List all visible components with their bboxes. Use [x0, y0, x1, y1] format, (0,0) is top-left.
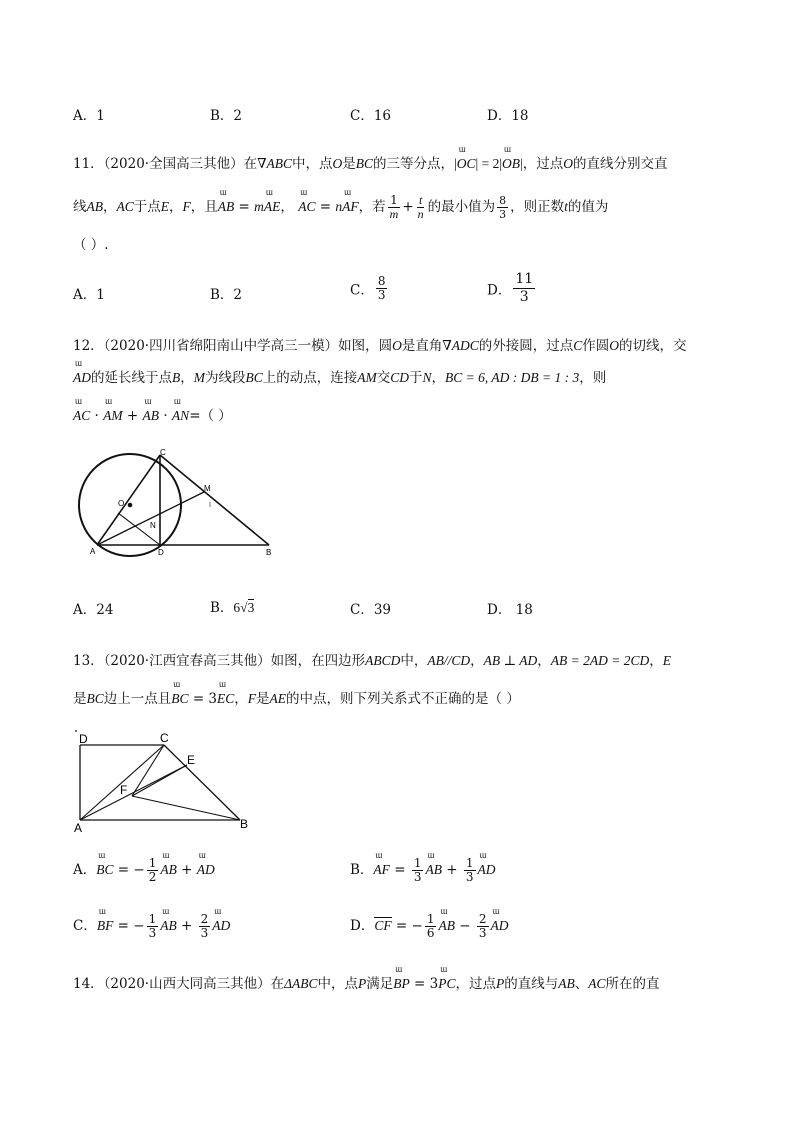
math: t [564, 199, 568, 214]
text: 的中点，则下列关系式不正确的是（ ） [286, 691, 520, 707]
math-expr: ɯ BF = − $\frac{1}{3}$ ɯ AB + $\frac{2}{3}$ ɯ AD [97, 918, 230, 934]
option-label: D． [350, 918, 375, 934]
math: AB = 2AD = 2CD [550, 653, 650, 668]
math: P [496, 976, 505, 991]
text: 交 [376, 370, 391, 386]
q13-line2 [73, 687, 520, 707]
q11-option-d[interactable] [487, 271, 537, 306]
math: BC [355, 156, 374, 171]
math-expr: ɯ AF = $\frac{1}{3}$ ɯ AB + $\frac{1}{3}$ ɯ AD [373, 862, 495, 878]
text: 是 [73, 691, 87, 707]
fraction: $\frac{1}{m}$ [389, 193, 399, 221]
option-label: B． [350, 862, 374, 878]
math: BC [86, 691, 104, 706]
text: 中， [400, 653, 428, 669]
math: AC [588, 976, 606, 991]
math: CD [390, 370, 410, 385]
text: 在 [270, 976, 285, 992]
math: ∇ADC [442, 338, 479, 353]
question-number: 12． [73, 338, 104, 354]
math: E [662, 653, 672, 668]
label-a: A [90, 547, 96, 556]
q11-line2: 线AB，AC于点E，F，且ɯ AB = mɯ AE， ɯ AC = nɯ AF，若 $\frac{1}{m}$ + $\frac{t}{n}$ 的最小值为 $\frac{8}{3}$ ，则正数t的值为 [73, 194, 608, 221]
math: ΔABC [284, 976, 318, 991]
text: ，若 [358, 199, 386, 215]
text: 的直线与 [504, 976, 559, 992]
option-label: B． [210, 600, 234, 616]
text: 的切线，交 [619, 338, 687, 354]
q10-option-d[interactable]: D．18 [487, 108, 529, 124]
math-dot-expr: ɯ AC · ɯ AM + ɯ AB · ɯ AN [73, 408, 189, 424]
text: ，过点 [522, 156, 564, 172]
math: E [160, 199, 170, 214]
q12-option-c[interactable]: C．39 [350, 602, 392, 618]
math: 6 [233, 600, 241, 615]
label-b: B [266, 548, 272, 557]
math-vec-eq: ɯ BP = 3ɯ PC [393, 976, 455, 992]
option-label: C． [73, 918, 97, 934]
question-source: （2020·山西大同高三其他） [103, 976, 271, 992]
text: ， [234, 691, 248, 707]
math: B [172, 370, 181, 385]
text: 中，点 [317, 976, 359, 992]
text: ， [537, 653, 551, 669]
math: ∇ABC [257, 156, 293, 171]
text: ， [431, 370, 446, 386]
text: 在 [243, 156, 258, 172]
q14-line1 [73, 972, 660, 992]
label-d: D [158, 548, 164, 557]
math-vec-eq: ɯ AC = nɯ AF [298, 199, 358, 215]
math-abs-ratio: |ɯ OC| = 2|ɯ OB| [454, 156, 523, 171]
text: 为线段 [205, 370, 246, 386]
text: 于 [409, 370, 423, 386]
q13-figure [70, 726, 260, 834]
text: 中，点 [292, 156, 333, 172]
text: ， [103, 199, 117, 215]
label-n: N [150, 521, 156, 530]
text: 的直线分别交直 [573, 156, 668, 172]
math: F [182, 199, 191, 214]
dot-mark [75, 730, 77, 732]
q10-option-c[interactable]: C．16 [350, 108, 392, 124]
q12-option-a[interactable]: A．24 [73, 602, 114, 618]
label-a: A [74, 821, 83, 834]
question-source: （2020·四川省绵阳南山中学高三一模） [103, 338, 339, 354]
text: 是 [256, 691, 270, 707]
math-expr: ɯ BC = − $\frac{1}{2}$ ɯ AB + ɯ AD [96, 862, 215, 878]
segment-cb [164, 745, 240, 820]
math: P [358, 976, 367, 991]
q13-option-c[interactable] [73, 913, 230, 940]
math-vec-eq: ɯ AB = mɯ AE [218, 199, 281, 215]
segment-fe [132, 765, 187, 796]
math: AE [269, 691, 287, 706]
q13-option-a[interactable] [73, 857, 215, 884]
q13-option-d[interactable] [350, 913, 509, 940]
text: ，则 [579, 370, 607, 386]
fraction: $\frac{8}{3}$ [499, 194, 507, 221]
question-number: 13． [73, 653, 104, 669]
q13-line1 [73, 649, 671, 669]
math: BC = 6, AD : DB = 1 : 3 [445, 370, 580, 385]
math: ABCD [365, 653, 401, 668]
text: 的三等分点， [373, 156, 455, 172]
math: N [422, 370, 432, 385]
label-c: C [160, 731, 169, 745]
point-o [128, 503, 133, 508]
q12-line2 [73, 366, 606, 386]
label-b: B [240, 817, 249, 831]
text: 的延长线于点 [91, 370, 172, 386]
q11-option-c[interactable] [350, 275, 389, 302]
label-e: E [187, 753, 196, 767]
segment-fc [132, 745, 164, 796]
math: AB [558, 976, 575, 991]
fraction: $\frac{11}{3}$ [515, 271, 534, 305]
option-label: D． [487, 282, 512, 299]
q11-line1 [73, 152, 668, 172]
text: 边上一点且 [103, 691, 172, 707]
fraction: $\frac{8}{3}$ [377, 274, 386, 302]
text: 、 [574, 976, 589, 992]
math: AB ⊥ AD [483, 653, 538, 668]
question-source: （2020·全国高三其他） [103, 156, 244, 172]
text: 满足 [366, 976, 394, 992]
text: 所在的直 [605, 976, 660, 992]
text: ， [470, 653, 484, 669]
text: ，且 [190, 199, 218, 215]
text: 的值为 [567, 199, 609, 215]
q12-line3 [73, 404, 232, 424]
text: ， [180, 370, 194, 386]
math: AB//CD [427, 653, 471, 668]
q12-option-b[interactable] [210, 596, 254, 616]
math: O [563, 156, 573, 171]
question-number: 14． [73, 976, 104, 992]
option-label: A． [73, 862, 97, 878]
q10-option-b[interactable]: B．2 [210, 108, 243, 124]
q12-figure [74, 447, 284, 562]
label-o: O [118, 499, 125, 508]
segment-ae [80, 765, 187, 820]
q12-line1 [73, 334, 687, 354]
question-source: （2020·江西宜春高三其他） [103, 653, 271, 669]
label-f: F [120, 783, 128, 797]
q11-option-a[interactable]: A．1 [73, 287, 105, 303]
segment-am [97, 492, 204, 545]
q10-option-a[interactable]: A．1 [73, 108, 105, 124]
q11-line3: （ ）. [73, 237, 109, 253]
segment-fb [132, 796, 240, 820]
math: O [332, 156, 343, 171]
math: C [573, 338, 583, 353]
q12-option-d[interactable]: D． 18 [487, 602, 533, 618]
text: 的最小值为 [427, 199, 496, 215]
text: ， [169, 199, 183, 215]
math: AC [116, 199, 134, 214]
text: 是直角 [401, 338, 443, 354]
math: AB [86, 199, 103, 214]
math-expr: CF = − $\frac{1}{6}$ ɯ AB − $\frac{2}{3}$ ɯ AD [374, 918, 508, 934]
text: ， [649, 653, 663, 669]
sqrt: √3 [240, 600, 255, 615]
text: 如图，在四边形 [270, 653, 366, 669]
math: AM [357, 370, 377, 385]
label-m: M [204, 484, 211, 493]
text: ，则正数 [510, 199, 565, 215]
math: F [247, 691, 257, 706]
label-c: C [160, 448, 166, 457]
math-vec-eq: ɯ BC = 3ɯ EC [171, 691, 234, 707]
text: 上的动点，连接 [262, 370, 358, 386]
question-number: 11． [73, 156, 104, 172]
math: O [609, 338, 620, 353]
option-label: C． [350, 282, 374, 299]
radicand: 3 [247, 600, 255, 615]
text: 线 [73, 199, 87, 215]
math: BC [245, 370, 263, 385]
label-d: D [79, 732, 88, 746]
q13-option-b[interactable] [350, 857, 496, 884]
math: O [392, 338, 402, 353]
text: 于点 [133, 199, 161, 215]
math: M [193, 370, 205, 385]
text: ，过点 [455, 976, 497, 992]
q11-option-b[interactable]: B．2 [210, 287, 243, 303]
fraction: $\frac{t}{n}$ [417, 193, 424, 221]
math: ɯ AD [73, 370, 91, 386]
text: =（ ） [189, 408, 232, 424]
segment-cb [160, 455, 269, 545]
text: 如图，圆 [338, 338, 393, 354]
text: 的外接圆，过点 [478, 338, 574, 354]
text: 是 [342, 156, 356, 172]
text: 作圆 [582, 338, 610, 354]
segment-ac [97, 455, 160, 545]
